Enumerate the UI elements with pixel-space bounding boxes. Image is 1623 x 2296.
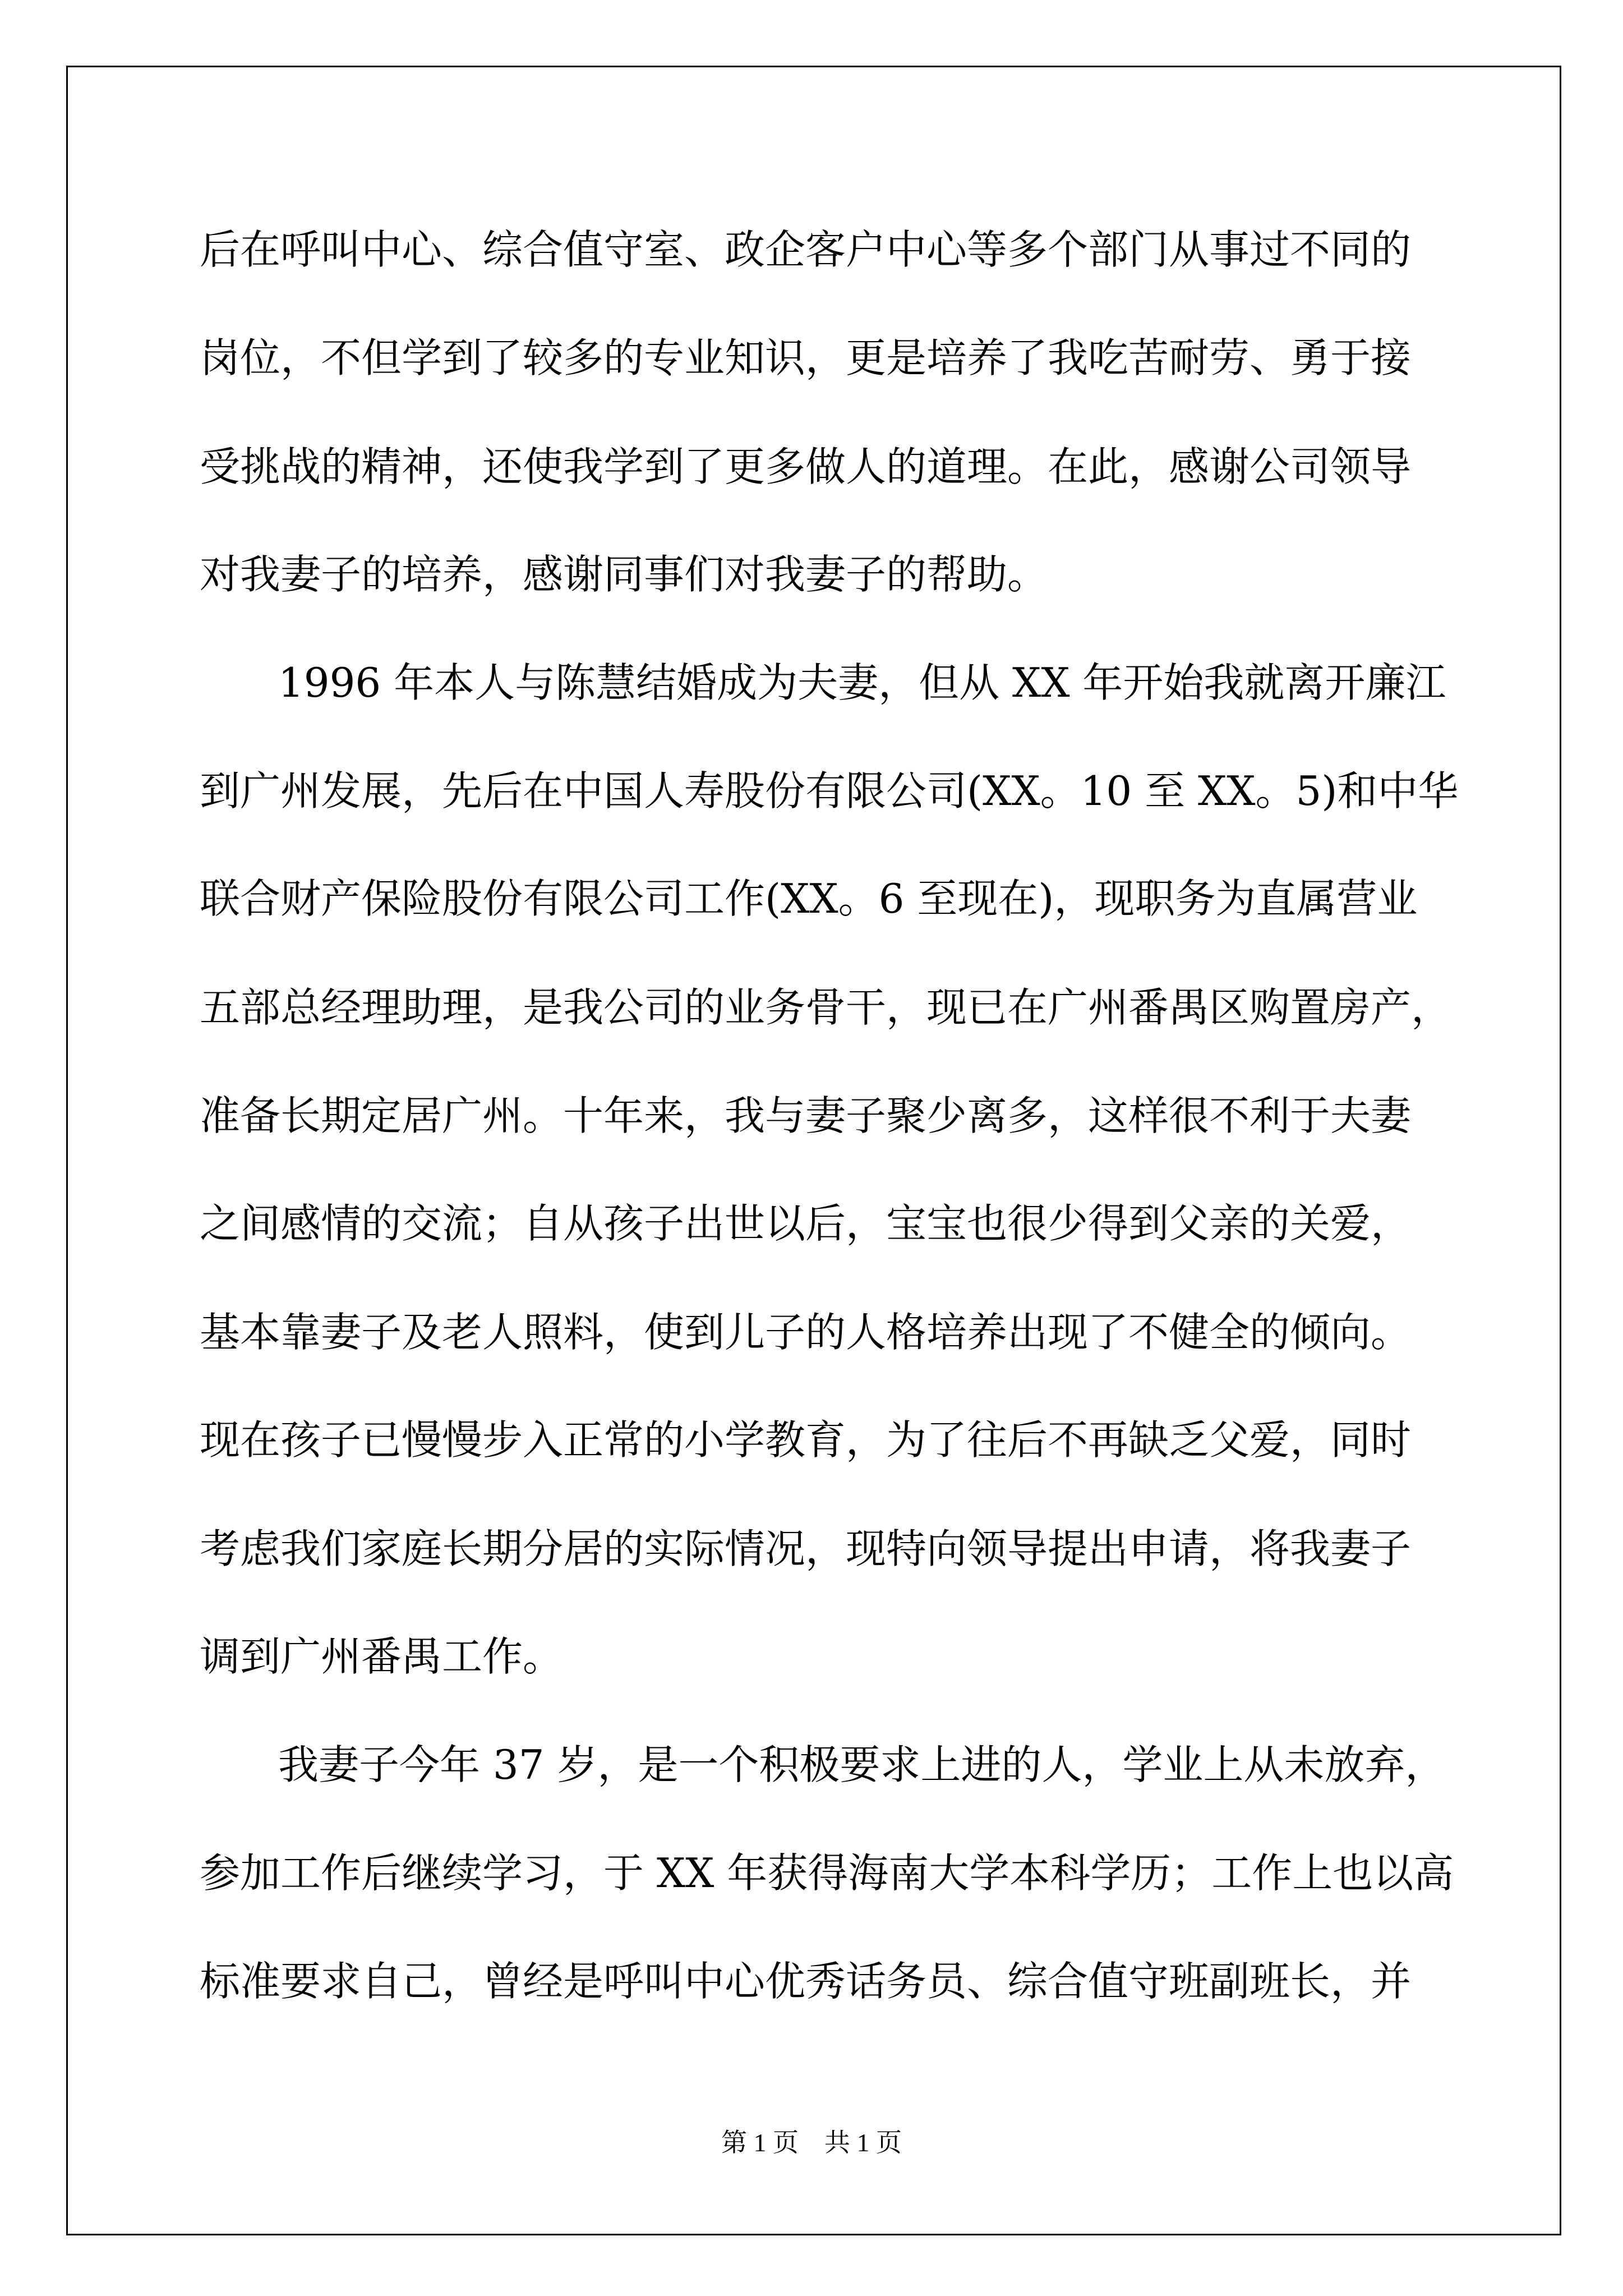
text-line: 调到广州番禺工作。: [200, 1633, 564, 1680]
text-line: 到广州发展，先后在中国人寿股份有限公司(XX。10 至 XX。5)和中华: [200, 767, 1459, 815]
text-line: 后在呼叫中心、综合值守室、政企客户中心等多个部门从事过不同的: [200, 226, 1412, 273]
page-footer: 第 1 页 共 1 页: [721, 2128, 902, 2157]
text-line: 考虑我们家庭长期分居的实际情况，现特向领导提出申请，将我妻子: [200, 1525, 1412, 1572]
text-line: 标准要求自己，曾经是呼叫中心优秀话务员、综合值守班副班长，并: [200, 1958, 1412, 2005]
text-line: 现在孩子已慢慢步入正常的小学教育，为了往后不再缺乏父爱，同时: [200, 1416, 1412, 1464]
text-line: 联合财产保险股份有限公司工作(XX。6 至现在)，现职务为直属营业: [200, 875, 1418, 922]
text-line: 基本靠妻子及老人照料，使到儿子的人格培养出现了不健全的倾向。: [200, 1309, 1412, 1356]
paragraph-first-line: 1996 年本人与陈慧结婚成为夫妻，但从 XX 年开始我就离开廉江: [278, 659, 1446, 706]
paragraph-first-line: 我妻子今年 37 岁，是一个积极要求上进的人，学业上从未放弃，: [278, 1741, 1446, 1788]
page-border: [66, 66, 1561, 2235]
text-line: 准备长期定居广州。十年来，我与妻子聚少离多，这样很不利于夫妻: [200, 1092, 1412, 1139]
text-line: 五部总经理助理，是我公司的业务骨干，现已在广州番禺区购置房产，: [200, 984, 1452, 1031]
text-line: 对我妻子的培养，感谢同事们对我妻子的帮助。: [200, 551, 1048, 598]
text-line: 之间感情的交流；自从孩子出世以后，宝宝也很少得到父亲的关爱，: [200, 1200, 1412, 1247]
text-line: 参加工作后继续学习，于 XX 年获得海南大学本科学历；工作上也以高: [200, 1849, 1454, 1897]
text-line: 受挑战的精神，还使我学到了更多做人的道理。在此，感谢公司领导: [200, 443, 1412, 490]
text-line: 岗位，不但学到了较多的专业知识，更是培养了我吃苦耐劳、勇于接: [200, 334, 1412, 381]
